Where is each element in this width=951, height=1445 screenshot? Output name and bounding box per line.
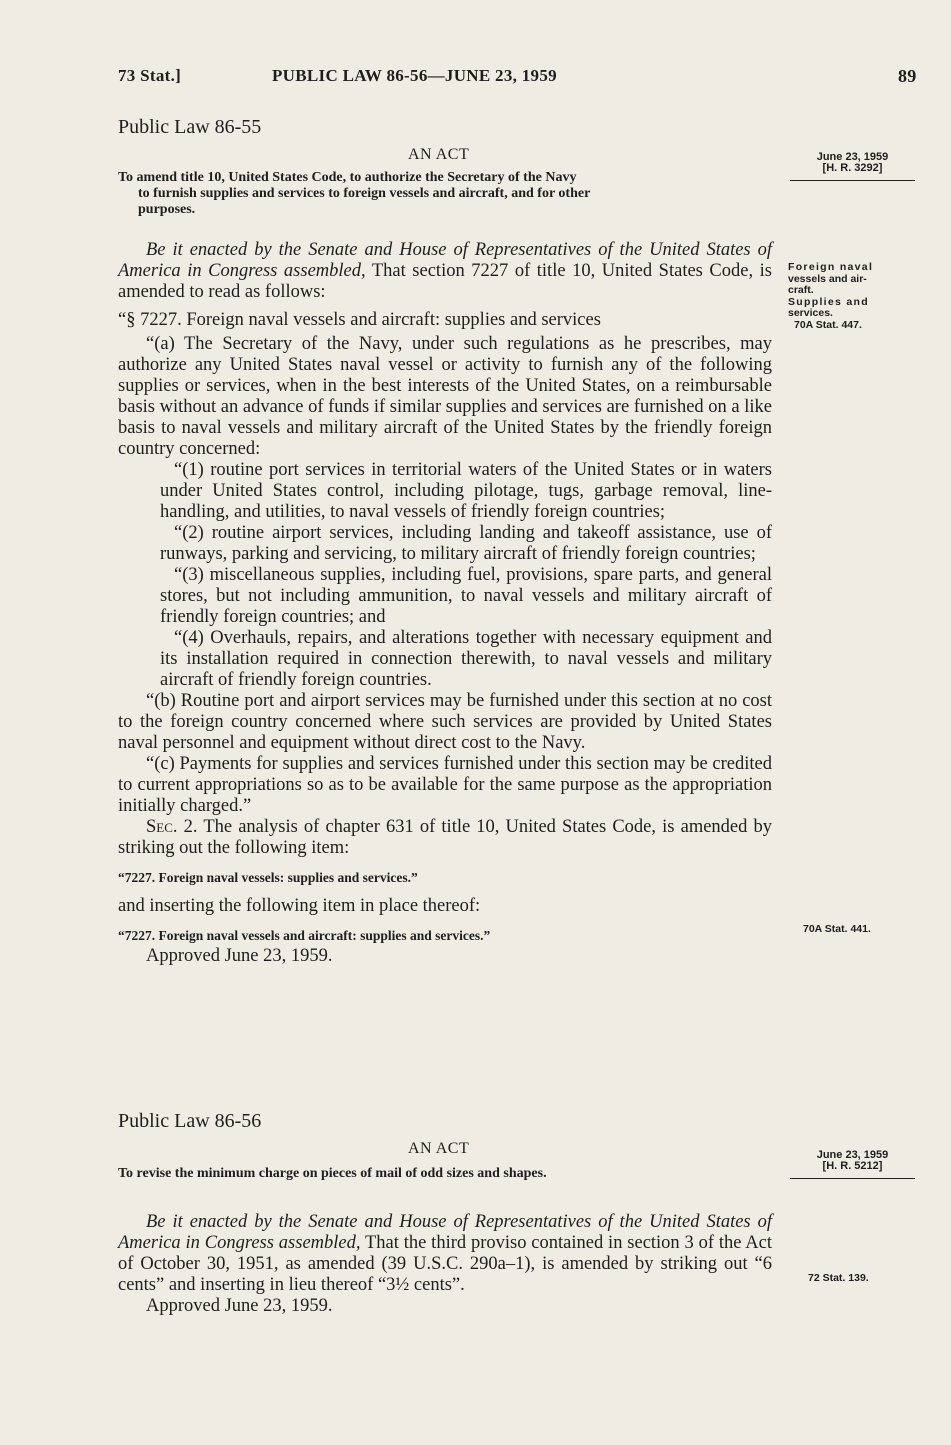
law2-body (118, 1212, 772, 1317)
law2-act-heading: AN ACT (408, 1140, 470, 1157)
law1-margin-note (788, 262, 918, 331)
law2-bill: [H. R. 5212] (822, 1160, 883, 1172)
law2-ref-rule (790, 1178, 915, 1179)
running-head-title: PUBLIC LAW 86-56—JUNE 23, 1959 (272, 66, 557, 85)
law2-margin-note: 72 Stat. 139. (808, 1272, 869, 1284)
law1-inserting-text: and inserting the following item in place thereof: (118, 896, 481, 916)
law2-approved: Approved June 23, 1959. (146, 1296, 333, 1316)
margin-note-line4: Supplies and (788, 295, 869, 308)
law2-date: June 23, 1959 (816, 1149, 889, 1161)
law1-para-b: “(b) Routine port and airport services may be furnished under this section at no cost to the foreign country concerned where such services are provided by United States naval personnel and equipment without direct cost to the Navy. (118, 691, 772, 753)
law1-title: Public Law 86-55 (118, 116, 262, 138)
law2-purpose: To revise the minimum charge on pieces of mail of odd sizes and shapes. (118, 1166, 547, 1181)
law2-enacting-italic: Be it enacted by the Senate and House of Representatives of the United States of America in Congress assembled, (118, 1212, 772, 1253)
law1-ref-rule (790, 180, 915, 181)
margin-note-line1: Foreign naval (788, 261, 874, 273)
margin-note-line2: vessels and air- (788, 272, 867, 285)
law1-date: June 23, 1959 (816, 151, 889, 163)
law1-purpose-line1: To amend title 10, United States Code, to authorize the Secretary of the Navy (118, 170, 577, 185)
law2-date-ref (790, 1150, 915, 1172)
law1-item-list (118, 460, 772, 691)
law1-enacting-rest: That section 7227 of title 10, United States Code, is amended to read as follows: (118, 261, 772, 302)
page-number: 89 (898, 66, 917, 86)
law1-body (118, 240, 772, 967)
law1-date-ref (790, 152, 915, 174)
law1-new-item: “7227. Foreign naval vessels and aircraft: supplies and services.” (118, 928, 491, 943)
law2-enacting-clause (118, 1212, 772, 1296)
law2-title: Public Law 86-56 (118, 1110, 262, 1132)
law1-para-c: “(c) Payments for supplies and services furnished under this section may be credited to current appropriations so as to be available for the same purpose as the appropriation initially charged.” (118, 754, 772, 816)
law1-act-heading: AN ACT (408, 146, 470, 163)
law1-enacting-clause (118, 240, 772, 303)
margin-note-line3: craft. (788, 284, 814, 296)
margin-note-line6: 70A Stat. 447. (794, 318, 862, 331)
running-head-left: 73 Stat.] (118, 66, 182, 85)
law1-struck-item: “7227. Foreign naval vessels: supplies and services.” (118, 870, 418, 885)
law1-approved: Approved June 23, 1959. (146, 946, 333, 966)
law2-enacting-rest: That the third proviso contained in section 3 of the Act of October 30, 1951, as amended (39 U.S.C. 290a–1), is amended by striking out “6 cents” and inserting in lieu thereof “3½ cents”. (118, 1233, 772, 1295)
law1-item-1: “(1) routine port services in territorial waters of the United States or in waters under United States control, including pilotage, tugs, garbage removal, line-handling, and utilities, to naval vessels of friendly foreign countries; (160, 460, 772, 522)
law1-sec2-label: Sec. 2. (146, 817, 198, 837)
law1-purpose-line3: purposes. (138, 202, 196, 217)
law1-purpose (118, 170, 770, 218)
law1-item-2: “(2) routine airport services, including landing and takeoff assistance, use of runways, parking and servicing, to military aircraft of friendly foreign countries; (160, 523, 772, 564)
law1-item-4: “(4) Overhauls, repairs, and alterations together with necessary equipment and its installation required in connection therewith, to naval vessels and military aircraft of friendly foreign countries. (160, 628, 772, 690)
law1-margin-note-2: 70A Stat. 441. (803, 923, 871, 935)
law1-sec2 (118, 817, 772, 859)
law1-enacting-italic: Be it enacted by the Senate and House of Representatives of the United States of America in Congress assembled, (118, 240, 772, 281)
law1-bill: [H. R. 3292] (822, 162, 883, 174)
law1-purpose-line2: to furnish supplies and services to foreign vessels and aircraft, and for other (138, 186, 591, 201)
law1-para-a: “(a) The Secretary of the Navy, under such regulations as he prescribes, may authorize any United States naval vessel or activity to furnish any of the following supplies or services, when in the best interests of the United States, on a reimbursable basis without an advance of funds if similar supplies and services are furnished on a like basis to naval vessels and military aircraft of the United States by the friendly foreign country concerned: (118, 334, 773, 459)
law1-section-heading: “§ 7227. Foreign naval vessels and aircraft: supplies and services (118, 310, 601, 330)
law1-item-3: “(3) miscellaneous supplies, including fuel, provisions, spare parts, and general stores, but not including ammunition, to naval vessels and military aircraft of friendly foreign countries; and (160, 565, 772, 627)
law1-sec2-text: The analysis of chapter 631 of title 10, United States Code, is amended by striking out the following item: (118, 817, 772, 858)
margin-note-line5: services. (788, 307, 833, 319)
